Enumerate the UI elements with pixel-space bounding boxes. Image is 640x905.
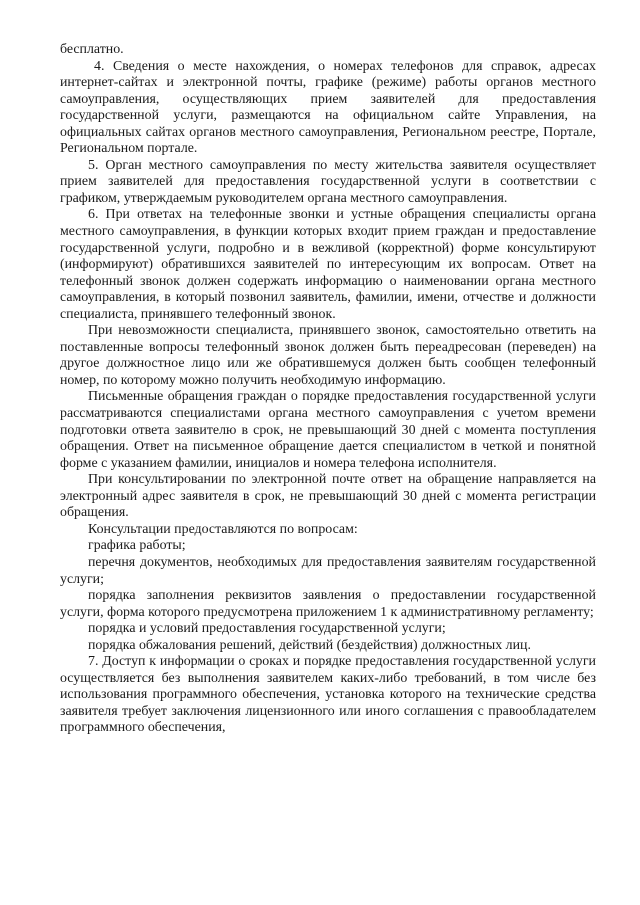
- list-item-form-filling: порядка заполнения реквизитов заявления о предоставлении государственной услуги, форма которого предусмотрена приложением 1 к административному регламенту;: [60, 588, 596, 620]
- paragraph-item-4: 4. Сведения о месте нахождения, о номерах телефонов для справок, адресах интернет-сайтах и электронной почты, графике (режиме) работы органов местного самоуправления, осуществляющих прием заявителей для предоставления государственной услуги, размещаются на официальном сайте Управления, на официальных сайтах органов местного самоуправления, Региональном реестре, Портале, Региональном портале.: [60, 58, 596, 157]
- paragraph-consultation-topics: Консультации предоставляются по вопросам:: [88, 521, 358, 537]
- paragraph-continuation: бесплатно.: [60, 42, 124, 57]
- paragraph-item-7: 7. Доступ к информации о сроках и порядке предоставления государственной услуги осуществляется без выполнения заявителем каких-либо требований, в том числе без использования программного обеспечения, установка которого на технические средства заявителя требует заключения лицензионного или иного соглашения с правообладателем программного обеспечения,: [60, 654, 596, 736]
- paragraph-redirect-call: При невозможности специалиста, принявшего звонок, самостоятельно ответить на поставленные вопросы телефонный звонок должен быть переадресован (переведен) на другое должностное лицо или же обратившемуся должен быть сообщен телефонный номер, по которому можно получить необходимую информацию.: [60, 323, 596, 388]
- paragraph-written-requests: Письменные обращения граждан о порядке предоставления государственной услуги рассматриваются специалистами органа местного самоуправления с учетом времени подготовки ответа заявителю в срок, не превышающий 30 дней с момента поступления обращения. Ответ на письменное обращение дается специалистом в четкой и понятной форме с указанием фамилии, инициалов и номера телефона исполнителя.: [60, 389, 596, 471]
- list-item-appeals: порядка обжалования решений, действий (бездействия) должностных лиц.: [88, 637, 531, 653]
- list-item-conditions: порядка и условий предоставления государственной услуги;: [88, 621, 446, 637]
- paragraph-item-5: 5. Орган местного самоуправления по месту жительства заявителя осуществляет прием заявителей для предоставления государственной услуги в соответствии с графиком, утверждаемым руководителем органа местного самоуправления.: [60, 157, 596, 206]
- list-item-schedule: графика работы;: [88, 538, 186, 554]
- list-item-documents: перечня документов, необходимых для предоставления заявителям государственной услуги;: [60, 554, 596, 587]
- paragraph-email-consulting: При консультировании по электронной почте ответ на обращение направляется на электронный адрес заявителя в срок, не превышающий 30 дней с момента регистрации обращения.: [60, 472, 596, 521]
- document-page: [60, 42, 596, 737]
- paragraph-item-6: 6. При ответах на телефонные звонки и устные обращения специалисты органа местного самоуправления, в функции которых входит прием граждан и предоставление государственной услуги, подробно и в вежливой (корректной) форме консультируют (информируют) обратившихся заявителей по интересующим их вопросам. Ответ на телефонный звонок должен содержать информацию о наименовании органа местного самоуправления, в который позвонил заявитель, фамилии, имени, отчестве и должности специалиста, принявшего телефонный звонок.: [60, 207, 596, 322]
